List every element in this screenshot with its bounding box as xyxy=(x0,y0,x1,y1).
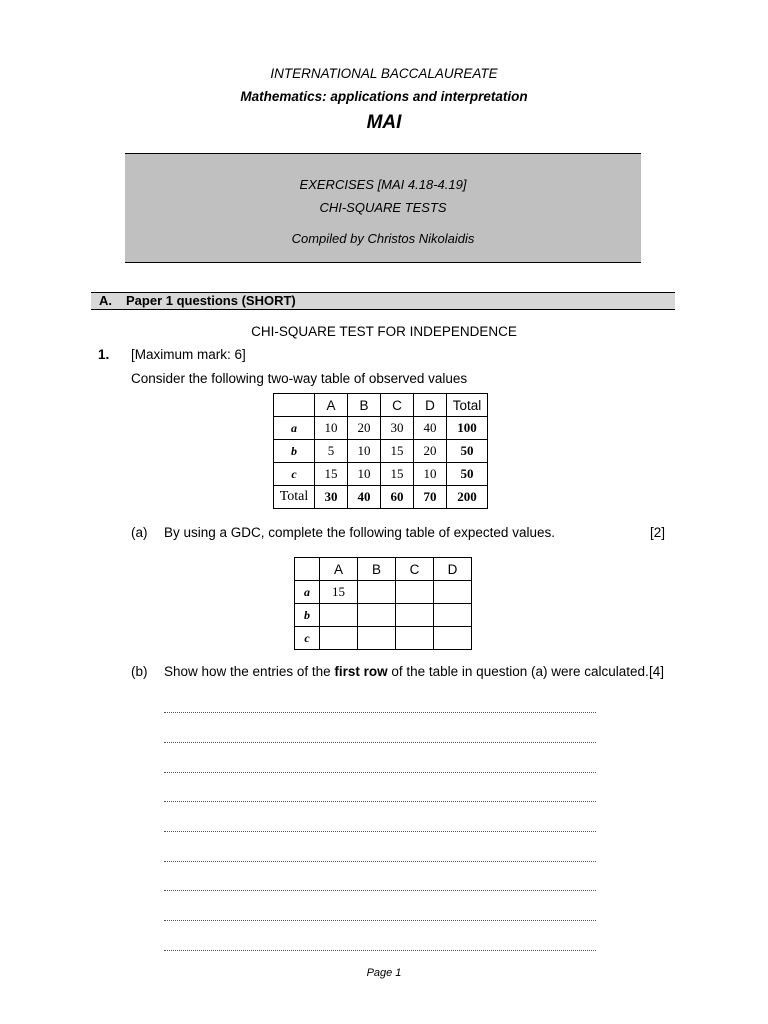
part-a-label: (a) xyxy=(131,525,148,540)
table-cell: 10 xyxy=(315,417,348,440)
exercise-topic: CHI-SQUARE TESTS xyxy=(319,200,447,215)
header-institution: INTERNATIONAL BACCALAUREATE xyxy=(270,66,498,81)
table-cell: 10 xyxy=(348,440,381,463)
row-label: a xyxy=(295,581,320,604)
table-cell: 15 xyxy=(315,463,348,486)
row-total-cell: 50 xyxy=(447,440,488,463)
answer-cell xyxy=(396,604,434,627)
table-cell: 15 xyxy=(381,440,414,463)
table-cell: 20 xyxy=(414,440,447,463)
author-credit: Compiled by Christos Nikolaidis xyxy=(291,231,475,246)
table-row xyxy=(274,417,488,440)
column-total-cell: 30 xyxy=(315,486,348,509)
row-total-cell: 100 xyxy=(447,417,488,440)
table-row xyxy=(274,440,488,463)
answer-cell xyxy=(320,627,358,650)
table-cell: 15 xyxy=(320,581,358,604)
part-a-mark: [2] xyxy=(650,525,666,540)
row-label: c xyxy=(274,463,315,486)
title-box xyxy=(125,153,641,263)
table-row xyxy=(295,581,472,604)
answer-line xyxy=(164,890,596,891)
table-header-cell: B xyxy=(348,394,381,417)
answer-line xyxy=(164,861,596,862)
table-header-cell: D xyxy=(414,394,447,417)
answer-line xyxy=(164,920,596,921)
header-code: MAI xyxy=(366,112,402,133)
table-header-row xyxy=(295,558,472,581)
table-cell: 20 xyxy=(348,417,381,440)
part-b-text-end: of the table in question (a) were calculated. xyxy=(387,664,649,679)
expected-values-table xyxy=(294,557,472,650)
table-header-cell xyxy=(274,394,315,417)
header-course: Mathematics: applications and interpretation xyxy=(240,89,528,104)
part-b-text xyxy=(164,664,649,679)
table-cell: 40 xyxy=(414,417,447,440)
row-label: a xyxy=(274,417,315,440)
part-b-text-start: Show how the entries of the xyxy=(164,664,335,679)
table-header-cell: Total xyxy=(447,394,488,417)
section-label: Paper 1 questions (SHORT) xyxy=(126,293,296,308)
question-intro: Consider the following two-way table of observed values xyxy=(131,371,468,386)
answer-cell xyxy=(358,581,396,604)
table-header-cell xyxy=(295,558,320,581)
table-cell: 10 xyxy=(348,463,381,486)
column-total-cell: 40 xyxy=(348,486,381,509)
part-a-text: By using a GDC, complete the following table of expected values. xyxy=(164,525,555,540)
section-heading xyxy=(91,292,675,310)
table-row xyxy=(295,627,472,650)
answer-cell xyxy=(434,627,472,650)
answer-line xyxy=(164,950,596,951)
table-cell: 15 xyxy=(381,463,414,486)
row-label: c xyxy=(295,627,320,650)
answer-line xyxy=(164,801,596,802)
table-cell: 10 xyxy=(414,463,447,486)
column-total-cell: 70 xyxy=(414,486,447,509)
row-total-cell: 50 xyxy=(447,463,488,486)
total-row-label: Total xyxy=(274,486,315,509)
part-b-text-emphasis: first row xyxy=(334,664,388,679)
table-row xyxy=(295,604,472,627)
table-header-cell: C xyxy=(381,394,414,417)
table-header-cell: C xyxy=(396,558,434,581)
answer-line xyxy=(164,742,596,743)
table-header-cell: A xyxy=(315,394,348,417)
answer-cell xyxy=(358,604,396,627)
grand-total-cell: 200 xyxy=(447,486,488,509)
question-number: 1. xyxy=(98,347,110,362)
table-cell: 30 xyxy=(381,417,414,440)
observed-values-table xyxy=(273,393,488,509)
part-b-label: (b) xyxy=(131,664,148,679)
table-total-row xyxy=(274,486,488,509)
row-label: b xyxy=(295,604,320,627)
answer-cell xyxy=(320,604,358,627)
answer-cell xyxy=(434,604,472,627)
page-number: Page 1 xyxy=(366,967,402,979)
answer-line xyxy=(164,712,596,713)
table-row xyxy=(274,463,488,486)
table-cell: 5 xyxy=(315,440,348,463)
table-header-cell: B xyxy=(358,558,396,581)
answer-cell xyxy=(358,627,396,650)
table-header-cell: D xyxy=(434,558,472,581)
answer-cell xyxy=(434,581,472,604)
answer-cell xyxy=(396,581,434,604)
answer-cell xyxy=(396,627,434,650)
column-total-cell: 60 xyxy=(381,486,414,509)
table-header-row xyxy=(274,394,488,417)
part-b-mark: [4] xyxy=(649,664,665,679)
question-max-mark: [Maximum mark: 6] xyxy=(131,347,246,362)
subheading: CHI-SQUARE TEST FOR INDEPENDENCE xyxy=(251,324,517,339)
answer-line xyxy=(164,772,596,773)
row-label: b xyxy=(274,440,315,463)
answer-line xyxy=(164,831,596,832)
exercise-title: EXERCISES [MAI 4.18-4.19] xyxy=(299,177,467,192)
section-number: A. xyxy=(99,293,112,308)
table-header-cell: A xyxy=(320,558,358,581)
